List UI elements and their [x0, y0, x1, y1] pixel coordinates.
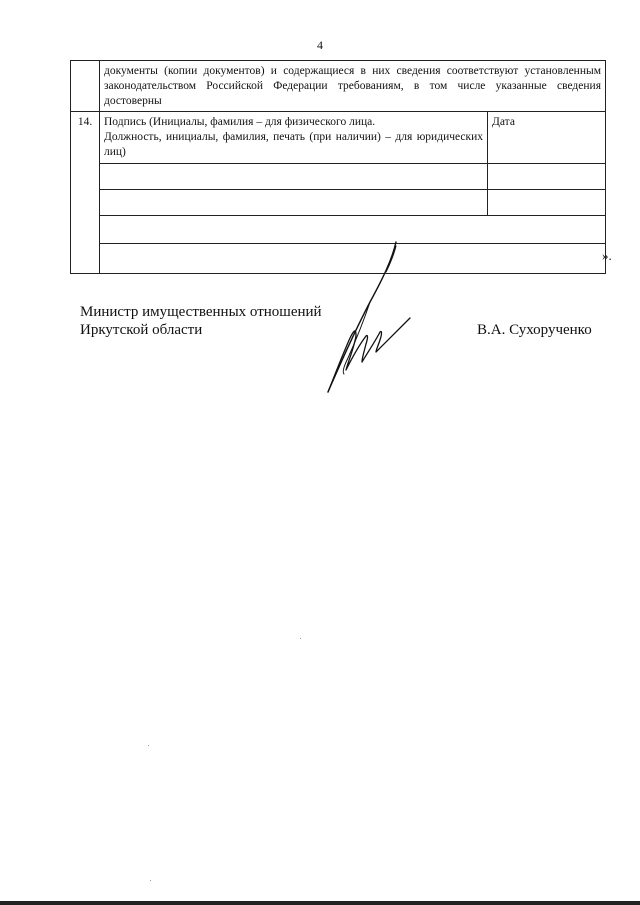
table-row-empty-1	[71, 164, 606, 190]
signature-label-cell	[100, 112, 488, 164]
signature-label-line1: Подпись (Инициалы, фамилия – для физического лица.	[104, 116, 376, 128]
scan-bottom-edge	[0, 901, 640, 905]
scan-speck	[150, 880, 151, 881]
date-value-cell-1[interactable]	[488, 164, 606, 190]
date-value-cell-2[interactable]	[488, 190, 606, 216]
handwritten-signature-icon	[318, 240, 428, 400]
signature-value-cell-1[interactable]	[100, 164, 488, 190]
signature-value-cell-2[interactable]	[100, 190, 488, 216]
table-cell-number-empty	[71, 61, 100, 112]
row-number: 14.	[71, 112, 100, 274]
continued-statement-text: документы (копии документов) и содержащиеся в них сведения соответствуют установленным законодательством Российской Федерации требованиям, в том числе указанные сведения достоверны	[100, 61, 606, 112]
signer-name: В.А. Сухорученко	[477, 322, 592, 338]
scan-speck	[300, 638, 301, 639]
minister-position-line1: Министр имущественных отношений	[80, 304, 322, 320]
minister-position-line2: Иркутской области	[80, 322, 203, 338]
closing-quote: ».	[602, 248, 612, 263]
date-label-cell: Дата	[488, 112, 606, 164]
minister-position	[80, 303, 322, 339]
page-number: 4	[317, 38, 323, 52]
scan-speck	[148, 745, 149, 746]
table-row-empty-2	[71, 190, 606, 216]
table-row-14	[71, 112, 606, 164]
signature-label-line2: Должность, инициалы, фамилия, печать (при наличии) – для юридических лиц)	[104, 131, 483, 158]
table-row-continued	[71, 61, 606, 112]
